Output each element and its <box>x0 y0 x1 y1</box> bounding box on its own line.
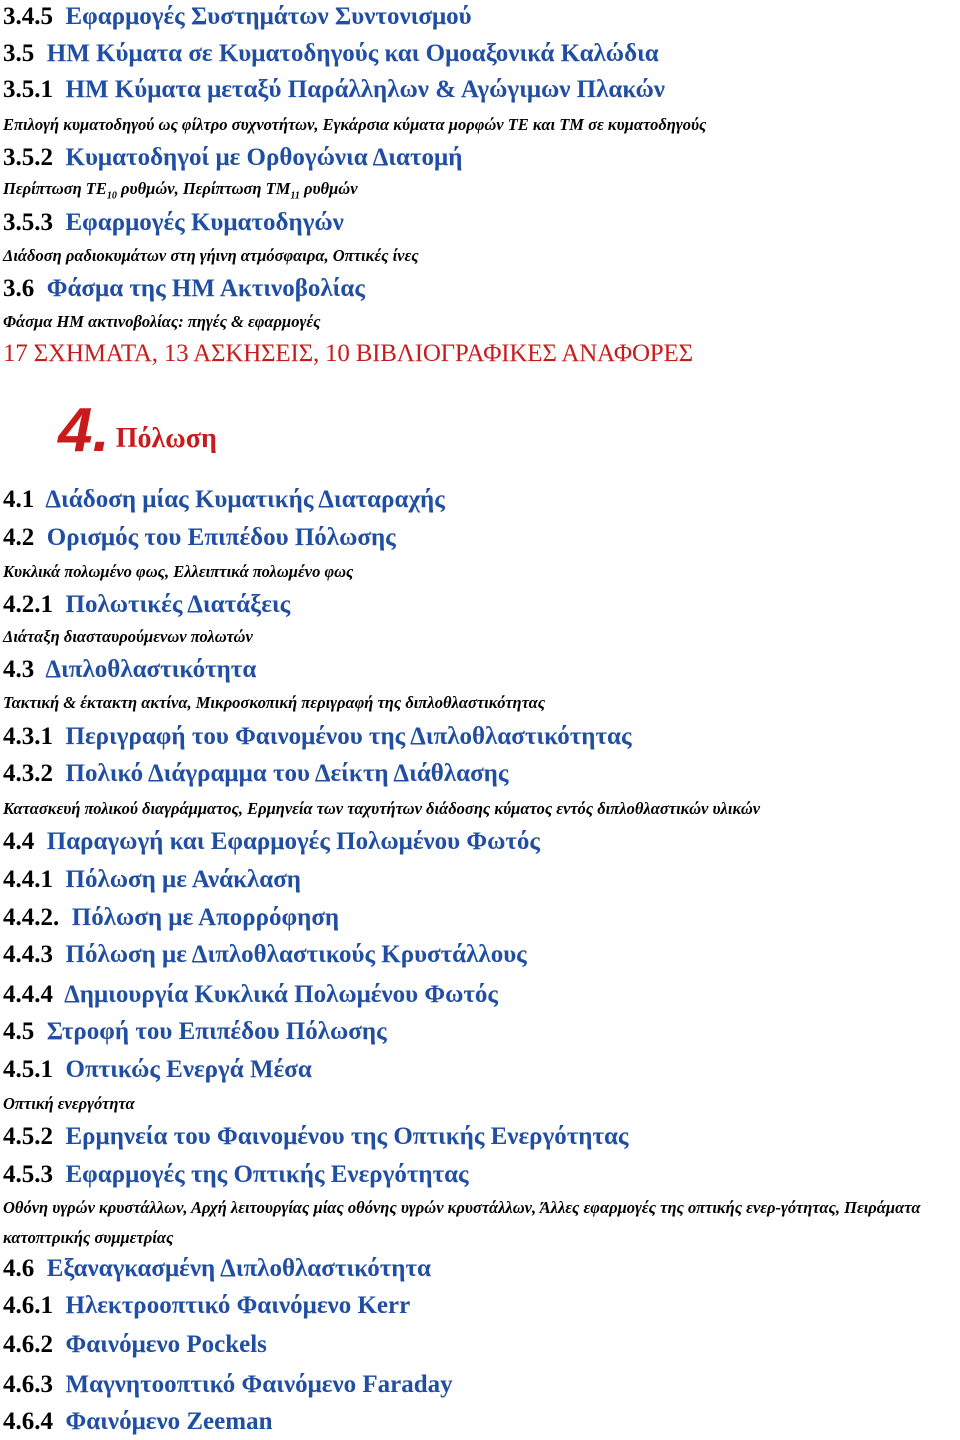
section-number: 4.1 <box>3 486 35 513</box>
section-title: Πολωτικές Διατάξεις <box>65 591 291 618</box>
section-number: 3.5.1 <box>3 76 53 103</box>
toc-entry-4-2-1 <box>3 590 290 620</box>
toc-entry-4-6-2 <box>3 1330 267 1360</box>
toc-topics-4-5-1: Οπτική ενεργότητα <box>3 1094 135 1113</box>
section-title: Φάσμα της ΗΜ Ακτινοβολίας <box>46 275 365 302</box>
section-title: Εξαναγκασμένη Διπλοθλαστικότητα <box>46 1255 431 1282</box>
section-number: 3.5 <box>3 40 35 67</box>
section-number: 4.6.3 <box>3 1371 53 1398</box>
section-title: Δημιουργία Κυκλικά Πολωμένου Φωτός <box>64 981 498 1008</box>
section-title: Περιγραφή του Φαινομένου της Διπλοθλαστικότητας <box>65 723 632 750</box>
toc-topics-3-5-3: Διάδοση ραδιοκυμάτων στη γήινη ατμόσφαιρα, Οπτικές ίνες <box>3 246 419 265</box>
section-number: 3.5.3 <box>3 209 53 236</box>
section-title: Παραγωγή και Εφαρμογές Πολωμένου Φωτός <box>46 828 540 855</box>
toc-entry-3-5-3 <box>3 208 344 238</box>
section-number: 4.6.4 <box>3 1408 53 1435</box>
section-number: 4.3.1 <box>3 723 53 750</box>
toc-entry-4-4-4 <box>3 980 498 1010</box>
section-title: Οπτικώς Ενεργά Μέσα <box>65 1056 312 1083</box>
section-title: Πόλωση με Απορρόφηση <box>71 904 340 931</box>
toc-topics-4-3-2: Κατασκευή πολικού διαγράμματος, Ερμηνεία των ταχυτήτων διάδοσης κύματος εντός διπλοθλαστικών υλικών <box>3 799 761 818</box>
section-number: 4.5.1 <box>3 1056 53 1083</box>
section-number: 4.6 <box>3 1255 35 1282</box>
toc-entry-4-6 <box>3 1254 431 1284</box>
section-title: Στροφή του Επιπέδου Πόλωσης <box>46 1018 387 1045</box>
section-title: Μαγνητοοπτικό Φαινόμενο Faraday <box>65 1371 453 1398</box>
section-title: Εφαρμογές της Οπτικής Ενεργότητας <box>65 1161 469 1188</box>
section-title: Διάδοση μίας Κυματικής Διαταραχής <box>45 486 445 513</box>
section-title: Διπλοθλαστικότητα <box>45 656 257 683</box>
section-title: ΗΜ Κύματα μεταξύ Παράλληλων & Αγώγιμων Πλακών <box>65 76 665 103</box>
section-number: 4.4.1 <box>3 866 53 893</box>
section-number: 4.6.2 <box>3 1331 53 1358</box>
toc-entry-3-5-1 <box>3 75 665 105</box>
topic-text: ρυθμών <box>299 179 358 198</box>
toc-entry-4-5-1 <box>3 1055 312 1085</box>
toc-entry-4-6-3 <box>3 1370 453 1400</box>
toc-entry-4-5-3 <box>3 1160 469 1190</box>
toc-topics-4-2: Κυκλικά πολωμένο φως, Ελλειπτικά πολωμένο φως <box>3 562 354 581</box>
toc-topics-3-5-2 <box>3 178 358 207</box>
chapter-summary-counts: 17 ΣΧΗΜΑΤΑ, 13 ΑΣΚΗΣΕΙΣ, 10 ΒΙΒΛΙΟΓΡΑΦΙΚΕΣ ΑΝΑΦΟΡΕΣ <box>3 340 693 367</box>
section-number: 4.3.2 <box>3 760 53 787</box>
toc-topics-3-5-1: Επιλογή κυματοδηγού ως φίλτρο συχνοτήτων, Εγκάρσια κύματα μορφών ΤΕ και ΤΜ σε κυματοδηγούς <box>3 115 707 134</box>
toc-entry-4-1 <box>3 485 445 515</box>
section-number: 4.5 <box>3 1018 35 1045</box>
section-title: Πόλωση με Ανάκλαση <box>65 866 301 893</box>
section-title: Εφαρμογές Συστημάτων Συντονισμού <box>65 3 472 30</box>
section-title: Φαινόμενο Pockels <box>65 1331 267 1358</box>
section-title: Φαινόμενο Zeeman <box>65 1408 273 1435</box>
section-number: 4.4.2. <box>3 904 60 931</box>
toc-entry-3-6 <box>3 274 365 304</box>
chapter-heading <box>58 396 217 466</box>
chapter-title: Πόλωση <box>115 423 217 454</box>
section-number: 4.2.1 <box>3 591 53 618</box>
toc-entry-4-3-2 <box>3 759 508 789</box>
section-title: Ερμηνεία του Φαινομένου της Οπτικής Ενεργότητας <box>65 1123 629 1150</box>
section-number: 4.3 <box>3 656 35 683</box>
toc-entry-4-5-2 <box>3 1122 628 1152</box>
topic-text: Περίπτωση ΤΕ <box>3 179 107 198</box>
toc-topics-4-3: Τακτική & έκτακτη ακτίνα, Μικροσκοπική περιγραφή της διπλοθλαστικότητας <box>3 693 546 712</box>
section-number: 3.4.5 <box>3 3 53 30</box>
toc-topics-4-5-3: Οθόνη υγρών κρυστάλλων, Αρχή λειτουργίας μίας οθόνης υγρών κρυστάλλων, Άλλες εφαρμογές της οπτικής ενερ-γότητας, Πειράματα κατοπτρικής συμμετρίας <box>3 1198 921 1247</box>
section-number: 4.2 <box>3 524 35 551</box>
section-number: 4.4 <box>3 828 35 855</box>
toc-entry-4-4-2 <box>3 903 339 933</box>
toc-entry-4-6-1 <box>3 1291 410 1321</box>
toc-entry-3-5-2 <box>3 143 462 173</box>
section-number: 3.5.2 <box>3 144 53 171</box>
section-number: 4.4.3 <box>3 941 53 968</box>
section-title: ΗΜ Κύματα σε Κυματοδηγούς και Ομοαξονικά Καλώδια <box>46 40 659 67</box>
toc-entry-4-3 <box>3 655 256 685</box>
toc-entry-4-2 <box>3 523 396 553</box>
section-title: Ορισμός του Επιπέδου Πόλωσης <box>46 524 396 551</box>
toc-entry-4-4-3 <box>3 940 527 970</box>
section-number: 3.6 <box>3 275 35 302</box>
section-title: Ηλεκτροοπτικό Φαινόμενο Kerr <box>65 1292 411 1319</box>
toc-entry-4-3-1 <box>3 722 632 752</box>
toc-entry-4-4-1 <box>3 865 301 895</box>
chapter-number: 4. <box>58 396 110 465</box>
toc-entry-3-4-5 <box>3 2 472 32</box>
section-number: 4.6.1 <box>3 1292 53 1319</box>
toc-entry-4-4 <box>3 827 540 857</box>
toc-entry-4-6-4 <box>3 1407 272 1437</box>
section-number: 4.4.4 <box>3 981 53 1008</box>
section-number: 4.5.3 <box>3 1161 53 1188</box>
section-title: Πολικό Διάγραμμα του Δείκτη Διάθλασης <box>65 760 509 787</box>
toc-entry-3-5 <box>3 39 659 69</box>
toc-topics-4-2-1: Διάταξη διασταυρούμενων πολωτών <box>3 627 253 646</box>
subscript: 10 <box>106 190 117 202</box>
toc-entry-4-5 <box>3 1017 387 1047</box>
section-title: Κυματοδηγοί με Ορθογώνια Διατομή <box>65 144 463 171</box>
section-title: Πόλωση με Διπλοθλαστικούς Κρυστάλλους <box>65 941 527 968</box>
section-number: 4.5.2 <box>3 1123 53 1150</box>
toc-topics-3-6: Φάσμα ΗΜ ακτινοβολίας: πηγές & εφαρμογές <box>3 312 321 331</box>
topic-text: ρυθμών, Περίπτωση ΤΜ <box>116 179 291 198</box>
section-title: Εφαρμογές Κυματοδηγών <box>65 209 344 236</box>
subscript: 11 <box>290 190 300 202</box>
